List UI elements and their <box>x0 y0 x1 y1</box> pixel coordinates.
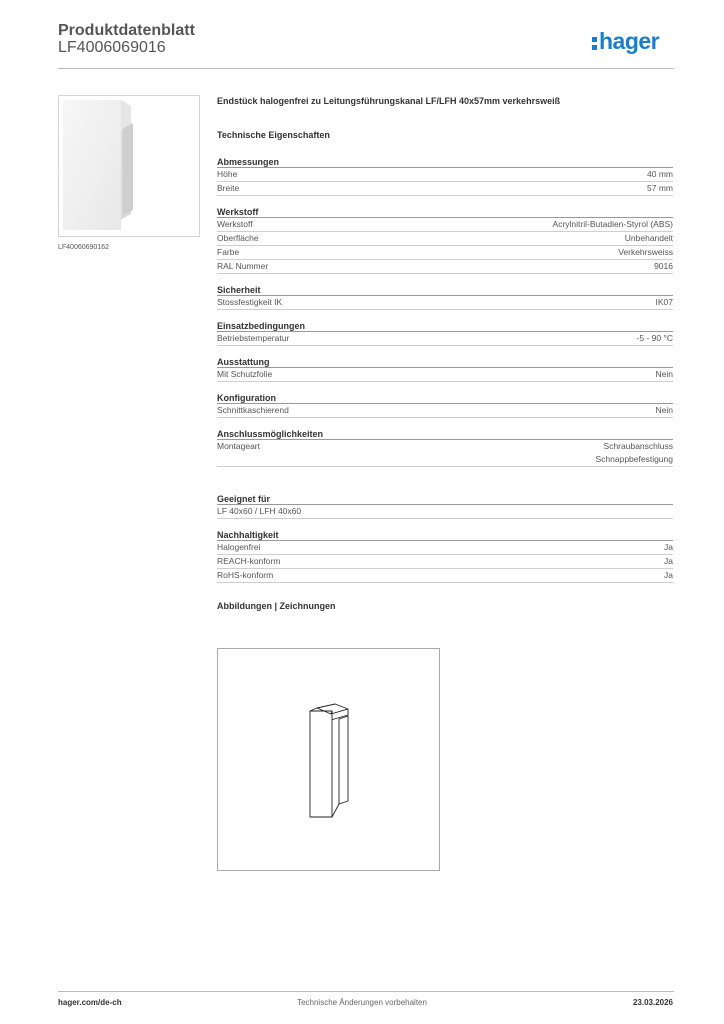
property-row <box>217 332 673 346</box>
property-row <box>217 296 673 310</box>
property-label: Farbe <box>217 247 240 257</box>
section-nachhaltigkeit <box>217 529 673 583</box>
property-value: 40 mm <box>647 169 673 179</box>
end-cap-photo-icon <box>59 96 201 238</box>
property-label: Schnittkaschierend <box>217 405 289 415</box>
property-label: REACH-konform <box>217 556 281 566</box>
property-label: Werkstoff <box>217 219 253 229</box>
section-anschluss <box>217 428 673 467</box>
property-row <box>217 232 673 246</box>
document-title: Produktdatenblatt <box>58 22 195 39</box>
section-werkstoff <box>217 206 673 274</box>
property-label: Montageart <box>217 441 260 451</box>
property-row <box>217 505 673 519</box>
property-label: Betriebstemperatur <box>217 333 290 343</box>
property-value: Ja <box>664 570 673 580</box>
property-label: Stossfestigkeit IK <box>217 297 283 307</box>
property-label: RAL Nummer <box>217 261 269 271</box>
property-row <box>217 569 673 583</box>
property-value: 57 mm <box>647 183 673 193</box>
property-value: 9016 <box>654 261 673 271</box>
section-title: Ausstattung <box>217 356 673 368</box>
section-title: Nachhaltigkeit <box>217 529 673 541</box>
property-value: Nein <box>655 405 673 415</box>
logo-dots-icon <box>592 34 598 50</box>
property-row <box>217 404 673 418</box>
property-value-line: Schnappbefestigung <box>595 454 673 464</box>
section-title: Geeignet für <box>217 493 673 505</box>
property-label: Breite <box>217 183 240 193</box>
property-row <box>217 440 673 467</box>
property-value: Unbehandelt <box>624 233 673 243</box>
property-label: Halogenfrei <box>217 542 261 552</box>
footer-date: 23.03.2026 <box>632 998 673 1007</box>
properties-panel <box>217 96 673 613</box>
property-value: Ja <box>664 542 673 552</box>
property-label: Oberfläche <box>217 233 259 243</box>
section-konfiguration <box>217 392 673 418</box>
property-row <box>217 260 673 274</box>
property-label: Höhe <box>217 169 238 179</box>
property-value <box>595 440 673 466</box>
section-einsatzbedingungen <box>217 320 673 346</box>
product-reference: LF4006069016 <box>58 39 166 56</box>
property-label: LF 40x60 / LFH 40x60 <box>217 506 302 516</box>
section-abmessungen <box>217 156 673 196</box>
header-divider <box>58 68 674 69</box>
section-title: Sicherheit <box>217 284 673 296</box>
section-title: Konfiguration <box>217 392 673 404</box>
property-value: Acrylnitril-Butadien-Styrol (ABS) <box>552 219 673 229</box>
footer-note: Technische Änderungen vorbehalten <box>297 998 427 1007</box>
section-title: Anschlussmöglichkeiten <box>217 428 673 440</box>
property-value: Ja <box>664 556 673 566</box>
property-value: -5 - 90 °C <box>636 333 673 343</box>
property-row <box>217 368 673 382</box>
property-value-line: Schraubanschluss <box>603 441 673 451</box>
hager-logo <box>592 28 674 56</box>
property-row <box>217 541 673 555</box>
property-row <box>217 182 673 196</box>
footer-divider <box>58 991 674 992</box>
section-title: Werkstoff <box>217 206 673 218</box>
section-geeignet <box>217 493 673 519</box>
drawings-heading: Abbildungen | Zeichnungen <box>217 601 336 611</box>
technical-heading: Technische Eigenschaften <box>217 130 330 140</box>
property-row <box>217 555 673 569</box>
section-sicherheit <box>217 284 673 310</box>
property-row <box>217 168 673 182</box>
footer-website: hager.com/de-ch <box>58 998 122 1007</box>
section-title: Abmessungen <box>217 156 673 168</box>
product-image-code: LF40060690162 <box>58 244 109 251</box>
property-value: Verkehrsweiss <box>618 247 673 257</box>
property-label: RoHS-konform <box>217 570 274 580</box>
section-ausstattung <box>217 356 673 382</box>
property-row <box>217 218 673 232</box>
section-title: Einsatzbedingungen <box>217 320 673 332</box>
property-label: Mit Schutzfolie <box>217 369 273 379</box>
property-row <box>217 246 673 260</box>
product-image <box>58 95 200 237</box>
end-cap-drawing-icon <box>218 649 439 870</box>
product-description: Endstück halogenfrei zu Leitungsführungskanal LF/LFH 40x57mm verkehrsweiß <box>217 96 561 106</box>
logo-text: hager <box>599 28 660 54</box>
property-value: Nein <box>655 369 673 379</box>
technical-drawing <box>217 648 440 871</box>
property-value: IK07 <box>655 297 673 307</box>
